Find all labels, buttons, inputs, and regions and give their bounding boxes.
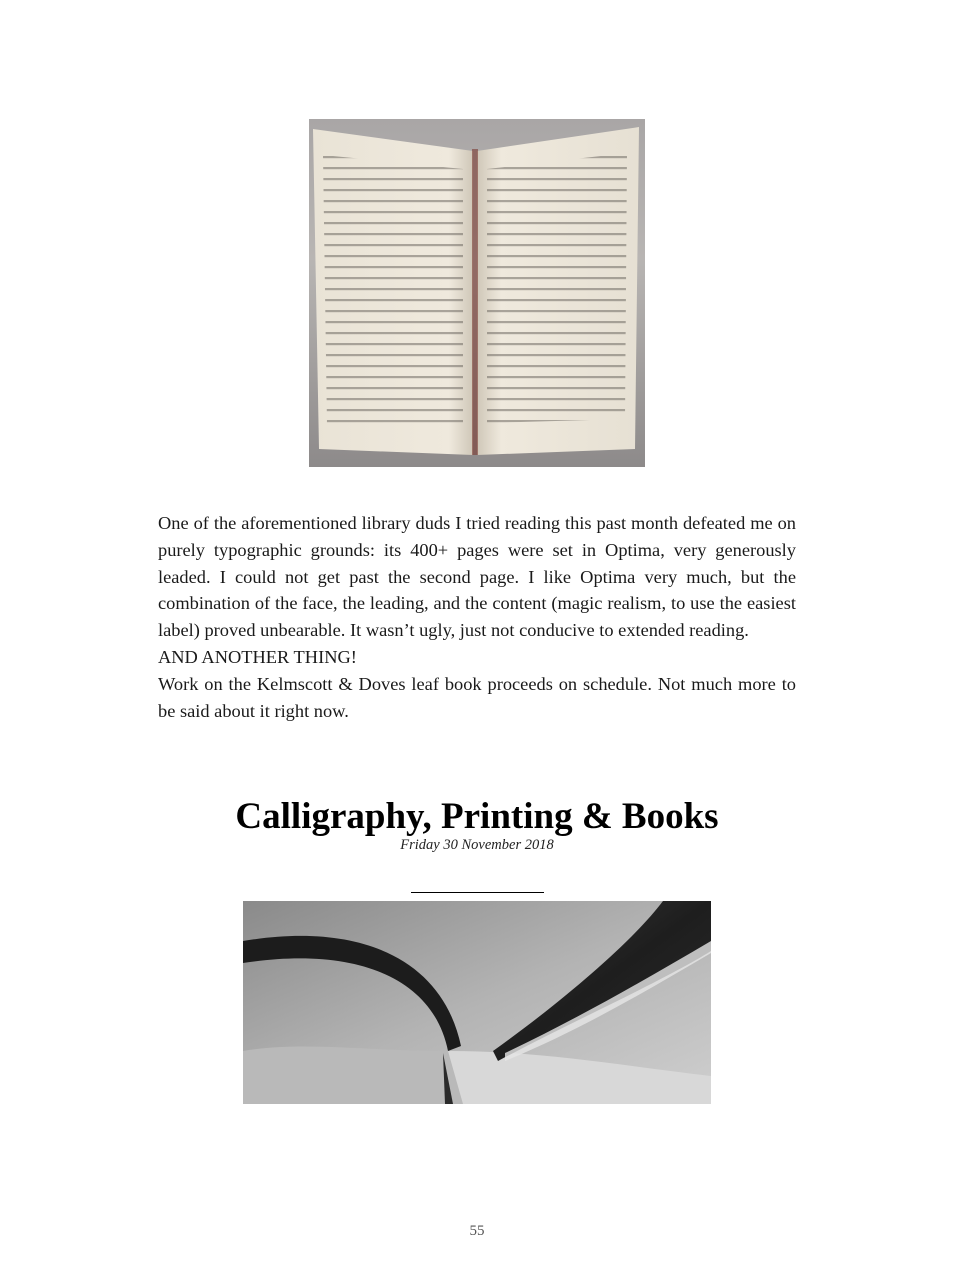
section-title: Calligraphy, Printing & Books	[235, 796, 719, 837]
pen-photo	[243, 901, 711, 1104]
open-book-photo	[309, 119, 645, 467]
section-date: Friday 30 November 2018	[400, 837, 554, 853]
article-body	[158, 510, 796, 724]
paragraph: AND ANOTHER THING!	[158, 646, 357, 667]
paragraph: One of the aforementioned library duds I tried reading this past month defeated me on purely typographic grounds: its 400+ pages were set in Optima, very generously leaded. I could not get past the second page. I like Optima very much, but the combination of the face, the leading, and the content (magic realism, to use the easiest label) proved unbearable. It wasn’t ugly, just not conducive to extended reading.	[158, 513, 796, 641]
paragraph: Work on the Kelmscott & Doves leaf book proceeds on schedule. Not much more to be said about it right now.	[158, 673, 796, 721]
page-number: 55	[469, 1223, 485, 1239]
divider	[411, 892, 544, 893]
